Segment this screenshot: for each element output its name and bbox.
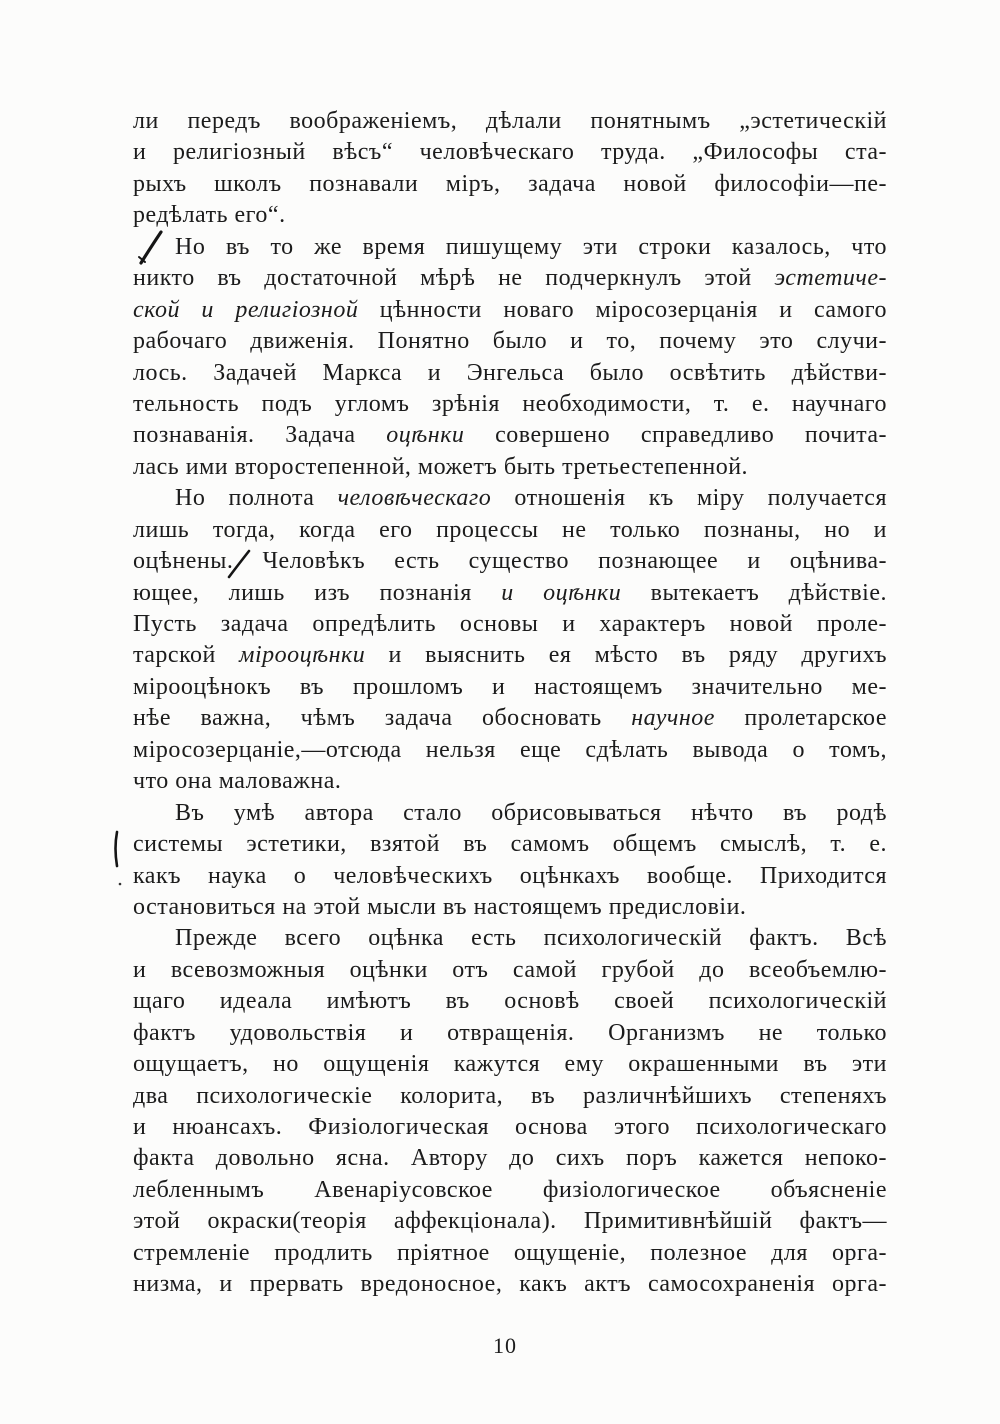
text-line: и религіозный вѣсъ“ человѣческаго труда. „Философы ста-	[133, 139, 887, 166]
body-text	[133, 106, 887, 1301]
text-run: вытекаетъ дѣйствіе.	[621, 579, 887, 606]
text-line: рабочаго движенія. Понятно было и то, почему это случи-	[133, 328, 887, 355]
paragraph	[133, 923, 887, 1300]
text-run: никто въ достаточной мѣрѣ не подчеркнулъ этой	[133, 265, 775, 292]
text-line: лебленнымъ Авенаріусовское физіологическое объясненіе	[133, 1176, 887, 1203]
italic-emphasis: и оцѣнки	[501, 579, 622, 606]
text-line	[133, 483, 887, 514]
text-line: лась ими второстепенной, можетъ быть третьестепенной.	[133, 453, 749, 480]
text-line	[133, 295, 887, 326]
text-line: и всевозможныя оцѣнки отъ самой грубой до всеобъемлю-	[133, 956, 887, 983]
text-line: остановиться на этой мысли въ настоящемъ предисловіи.	[133, 893, 747, 920]
text-line	[133, 640, 887, 671]
italic-emphasis: оцѣнки	[386, 422, 465, 449]
text-line: Пусть задача опредѣлить основы и характеръ новой проле-	[133, 611, 887, 637]
text-line: тельность подъ угломъ зрѣнія необходимости, т. е. научнаго	[133, 390, 887, 417]
text-line	[133, 420, 887, 451]
text-line: ощущаетъ, но ощущенія кажутся ему окрашенными въ эти	[133, 1051, 887, 1078]
paragraph	[133, 232, 887, 484]
text-line: низма, и прервать вредоносное, какъ актъ самосохраненія орга-	[133, 1271, 887, 1298]
text-line	[133, 703, 887, 734]
page-number: 10	[493, 1333, 517, 1358]
text-run: ющее, лишь изъ познанія	[133, 579, 502, 606]
text-line	[133, 263, 887, 294]
text-line: редѣлать его“.	[133, 202, 286, 229]
text-line: лось. Задачей Маркса и Энгельса было освѣтить дѣйстви-	[133, 359, 887, 386]
italic-emphasis: эстетиче-	[774, 265, 887, 292]
pen-bracket-mark	[116, 832, 118, 866]
text-line: два психологическіе колорита, въ различнѣйшихъ степеняхъ	[133, 1082, 887, 1109]
paragraph	[133, 798, 887, 924]
text-line: рыхъ школъ познавали міръ, задача новой философіи—пе-	[133, 170, 887, 197]
text-line: ли передъ воображеніемъ, дѣлали понятнымъ „эстетическій	[133, 108, 887, 134]
text-line: какъ наука о человѣческихъ оцѣнкахъ вообще. Приходится	[133, 862, 887, 889]
text-line: Но въ то же время пишущему эти строки казалось, что	[175, 233, 887, 260]
text-line: что она маловажна.	[133, 768, 342, 795]
text-run: совершено справедливо почита-	[464, 422, 887, 449]
text-run: пролетарское	[714, 705, 887, 732]
text-line: лишь тогда, когда его процессы не только познаны, но и	[133, 516, 887, 543]
text-line: фактъ удовольствія и отвращенія. Организмъ не только	[133, 1019, 887, 1046]
italic-emphasis: человѣческаго	[337, 485, 492, 512]
text-line: и нюансахъ. Физіологическая основа этого психологическаго	[133, 1114, 887, 1140]
text-line: оцѣнены. Человѣкъ есть существо познающее и оцѣнива-	[133, 548, 887, 575]
pen-dot-mark	[119, 883, 122, 886]
text-line	[133, 578, 887, 609]
text-run: нѣе важна, чѣмъ задача обосновать	[133, 705, 632, 732]
text-run: цѣнности новаго міросозерцанія и самого	[358, 296, 887, 323]
text-run: отношенія къ міру получается	[491, 485, 887, 512]
text-line: факта довольно ясна. Автору до сихъ поръ кажется непоко-	[133, 1145, 887, 1172]
paragraph	[133, 483, 887, 797]
text-line: міросозерцаніе,—отсюда нельзя еще сдѣлать вывода о томъ,	[133, 736, 887, 763]
text-line: щаго идеала имѣютъ въ основѣ своей психологическій	[133, 988, 887, 1015]
text-run: тарской	[133, 642, 240, 669]
text-line: этой окраски(теорія аффекціонала). Примитивнѣйшій фактъ—	[133, 1208, 887, 1235]
text-line: системы эстетики, взятой въ самомъ общемъ смыслѣ, т. е.	[133, 831, 887, 858]
text-line: стремленіе продлить пріятное ощущеніе, полезное для орга-	[133, 1239, 887, 1266]
italic-emphasis: ской и религіозной	[133, 296, 359, 323]
text-run: и выяснить ея мѣсто въ ряду другихъ	[365, 642, 887, 669]
text-run: Но полнота	[175, 485, 338, 512]
italic-emphasis: научное	[631, 705, 715, 732]
text-line: Прежде всего оцѣнка есть психологическій фактъ. Всѣ	[175, 925, 887, 952]
paragraph	[133, 106, 887, 232]
text-run: познаванія. Задача	[133, 422, 387, 449]
text-line: мірооцѣнокъ въ прошломъ и настоящемъ значительно ме-	[133, 673, 887, 700]
italic-emphasis: мірооцѣнки	[239, 642, 366, 669]
text-line: Въ умѣ автора стало обрисовываться нѣчто въ родѣ	[175, 799, 887, 826]
